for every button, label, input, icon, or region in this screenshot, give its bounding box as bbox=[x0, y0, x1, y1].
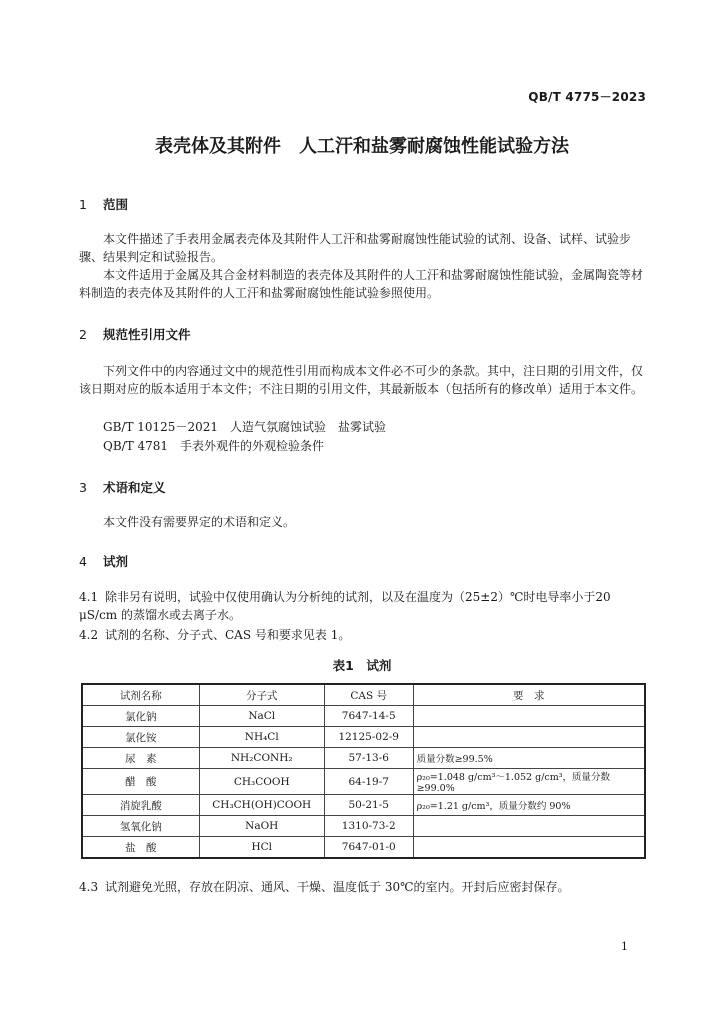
section-heading-scope bbox=[79, 195, 128, 213]
column-header-name: 试剂名称 bbox=[82, 684, 199, 706]
clause-4-2 bbox=[79, 626, 647, 644]
section-number: 4 bbox=[79, 554, 87, 569]
cell-requirement: ρ₂₀=1.21 g/cm³，质量分数约 90% bbox=[413, 795, 645, 816]
table-row bbox=[82, 748, 645, 769]
section-title: 范围 bbox=[103, 197, 129, 212]
section-heading-terms bbox=[79, 478, 166, 496]
cell-cas: 7647-01-0 bbox=[324, 837, 413, 859]
table-row bbox=[82, 837, 645, 859]
section-title: 术语和定义 bbox=[103, 480, 166, 495]
section-title: 规范性引用文件 bbox=[103, 327, 191, 342]
cell-name: 消旋乳酸 bbox=[82, 795, 199, 816]
section-heading-normative-references bbox=[79, 325, 191, 343]
column-header-cas: CAS 号 bbox=[324, 684, 413, 706]
cell-formula: CH₃CH(OH)COOH bbox=[199, 795, 324, 816]
page-number: 1 bbox=[621, 940, 628, 953]
standard-code: QB/T 4775－2023 bbox=[528, 90, 646, 104]
document-title: 表壳体及其附件 人工汗和盐雾耐腐蚀性能试验方法 bbox=[155, 136, 569, 157]
cell-formula: NaOH bbox=[199, 816, 324, 837]
clause-text: 试剂的名称、分子式、CAS 号和要求见表 1。 bbox=[105, 628, 351, 642]
cell-requirement bbox=[413, 706, 645, 727]
table-row bbox=[82, 706, 645, 727]
cell-name: 尿 素 bbox=[82, 748, 199, 769]
cell-cas: 50-21-5 bbox=[324, 795, 413, 816]
section-number: 1 bbox=[79, 197, 87, 212]
table-row bbox=[82, 727, 645, 748]
scope-paragraph-2: 本文件适用于金属及其合金材料制造的表壳体及其附件的人工汗和盐雾耐腐蚀性能试验，金属陶瓷等材料制造的表壳体及其附件的人工汗和盐雾耐腐蚀性能试验参照使用。 bbox=[79, 268, 644, 300]
clause-text: 除非另有说明，试验中仅使用确认为分析纯的试剂，以及在温度为（25±2）℃时电导率小于20 μS/cm 的蒸馏水或去离子水。 bbox=[79, 590, 611, 622]
column-header-requirement: 要 求 bbox=[413, 684, 645, 706]
cell-name: 氯化钠 bbox=[82, 706, 199, 727]
cell-requirement bbox=[413, 727, 645, 748]
table-row bbox=[82, 816, 645, 837]
table-header-row bbox=[82, 684, 645, 706]
cell-requirement: 质量分数≥99.5% bbox=[413, 748, 645, 769]
cell-formula: NH₂CONH₂ bbox=[199, 748, 324, 769]
cell-formula: NaCl bbox=[199, 706, 324, 727]
cell-name: 醋 酸 bbox=[82, 769, 199, 795]
clause-text: 试剂避免光照，存放在阴凉、通风、干燥、温度低于 30℃的室内。开封后应密封保存。 bbox=[105, 880, 570, 894]
reference-item: GB/T 10125－2021 人造气氛腐蚀试验 盐雾试验 bbox=[103, 420, 386, 434]
reference-item: QB/T 4781 手表外观件的外观检验条件 bbox=[103, 439, 325, 453]
cell-name: 氯化铵 bbox=[82, 727, 199, 748]
clause-4-1 bbox=[79, 588, 647, 624]
section-heading-reagents bbox=[79, 552, 128, 570]
cell-cas: 7647-14-5 bbox=[324, 706, 413, 727]
references-intro: 下列文件中的内容通过文中的规范性引用而构成本文件必不可少的条款。其中，注日期的引用文件，仅该日期对应的版本适用于本文件；不注日期的引用文件，其最新版本（包括所有的修改单）适用于本文件。 bbox=[79, 364, 644, 396]
clause-number: 4.3 bbox=[79, 880, 99, 894]
cell-formula: NH₄Cl bbox=[199, 727, 324, 748]
clause-number: 4.1 bbox=[79, 590, 99, 604]
reagents-table bbox=[81, 683, 646, 859]
table-row bbox=[82, 795, 645, 816]
cell-cas: 64-19-7 bbox=[324, 769, 413, 795]
cell-formula: HCl bbox=[199, 837, 324, 859]
column-header-formula: 分子式 bbox=[199, 684, 324, 706]
clause-4-3 bbox=[79, 878, 647, 896]
scope-paragraph-1: 本文件描述了手表用金属表壳体及其附件人工汗和盐雾耐腐蚀性能试验的试剂、设备、试样、试验步骤、结果判定和试验报告。 bbox=[79, 232, 632, 264]
cell-name: 盐 酸 bbox=[82, 837, 199, 859]
cell-formula: CH₃COOH bbox=[199, 769, 324, 795]
cell-cas: 57-13-6 bbox=[324, 748, 413, 769]
table-row bbox=[82, 769, 645, 795]
section-number: 3 bbox=[79, 480, 87, 495]
clause-number: 4.2 bbox=[79, 628, 99, 642]
cell-requirement bbox=[413, 837, 645, 859]
cell-requirement bbox=[413, 816, 645, 837]
cell-cas: 12125-02-9 bbox=[324, 727, 413, 748]
cell-cas: 1310-73-2 bbox=[324, 816, 413, 837]
cell-requirement: ρ₂₀=1.048 g/cm³～1.052 g/cm³，质量分数≥99.0% bbox=[413, 769, 645, 795]
table-caption: 表1 试剂 bbox=[332, 658, 392, 673]
cell-name: 氢氧化钠 bbox=[82, 816, 199, 837]
section-title: 试剂 bbox=[103, 554, 129, 569]
terms-paragraph: 本文件没有需要界定的术语和定义。 bbox=[103, 515, 296, 529]
section-number: 2 bbox=[79, 327, 87, 342]
